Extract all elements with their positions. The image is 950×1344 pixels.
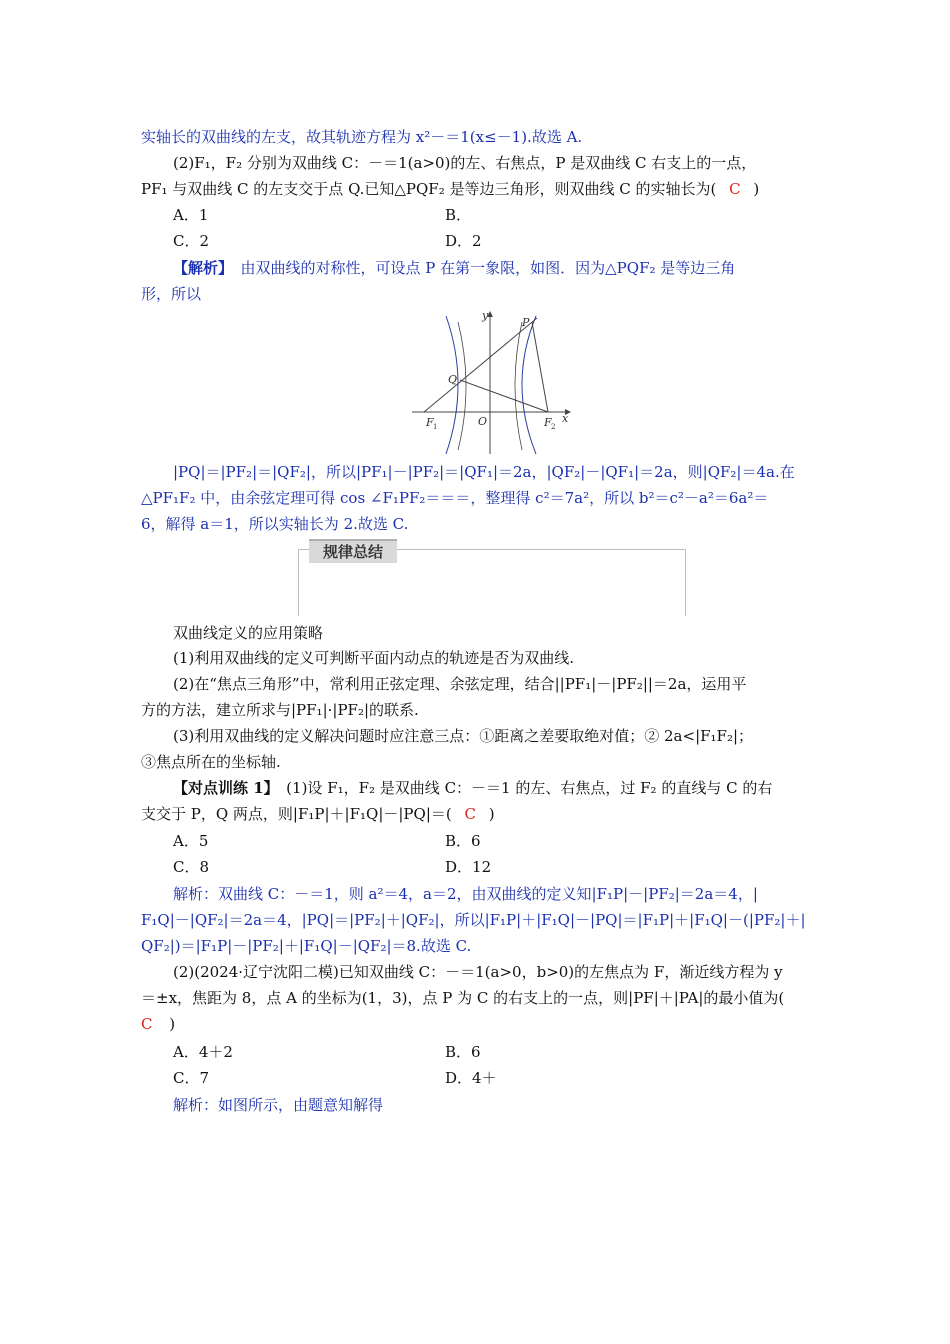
option-d: D．2 [445,232,482,250]
label-f2: F [544,416,552,429]
training-text-2: 支交于 P，Q 两点，则|F₁P|＋|F₁Q|－|PQ|＝( [141,805,452,823]
summary-point-3-cont: ③焦点所在的坐标轴. [141,753,281,771]
option-b: B．6 [445,1043,481,1061]
option-d: D．4＋ [445,1069,497,1087]
option-a: A．1 [173,206,209,224]
explanation-line-3: |PQ|＝|PF₂|＝|QF₂|，所以|PF₁|－|PF₂|＝|QF₁|＝2a，|QF₂|－|QF₁|＝2a，则|QF₂|＝4a.在 [173,463,795,481]
label-x: x [562,412,569,425]
summary-point-2-cont: 方的方法，建立所求与|PF₁|·|PF₂|的联系. [141,701,419,719]
label-q: Q [448,373,458,386]
line-p-f2 [532,322,548,412]
explanation-tag: 【解析】 [173,259,226,277]
hyperbola-right-branch-outer [522,316,536,454]
hyperbola-figure [412,308,576,456]
line-1: 实轴长的双曲线的左支，故其轨迹方程为 x²－＝1(x≤－1).故选 A. [141,128,583,146]
answer-choice: C [464,805,476,823]
question-2-text: PF₁ 与双曲线 C 的左支交于点 Q.已知△PQF₂ 是等边三角形，则双曲线 C 的实轴长为( [141,180,717,198]
line-f1-p [424,318,537,412]
question-2-line-1: (2)F₁，F₂ 分别为双曲线 C：－＝1(a>0)的左、右焦点，P 是双曲线 C 右支上的一点， [173,154,757,172]
summary-heading: 双曲线定义的应用策略 [173,624,324,642]
label-o: O [478,415,488,428]
analysis-last-line: 解析：如图所示，由题意知解得 [173,1096,384,1114]
explanation-line-2: 形，所以 [141,285,202,303]
training-text: (1)设 F₁，F₂ 是双曲线 C：－＝1 的左、右焦点，过 F₂ 的直线与 C 的右 [271,779,773,797]
option-d: D．12 [445,858,492,876]
line-q-f2 [460,380,548,412]
summary-tab [309,539,397,563]
question-2-line-2 [141,179,811,199]
closing-paren: ) [169,1015,176,1033]
option-c: C．2 [173,232,210,250]
training-tag: 【对点训练 1】 [173,779,272,797]
explanation-text: 由双曲线的对称性，可设点 P 在第一象限，如图．因为△PQF₂ 是等边三角 [225,259,736,277]
analysis-line-3: QF₂|)＝|F₁P|－|PF₂|＋|F₁Q|－|QF₂|＝8.故选 C. [141,937,472,955]
label-f1: F [426,416,434,429]
label-p: P [522,316,530,329]
summary-point-3: (3)利用双曲线的定义解决问题时应注意三点：①距离之差要取绝对值；② 2a<|F₁F₂|； [173,727,754,745]
option-a: A．4＋2 [173,1043,233,1061]
option-c: C．8 [173,858,210,876]
label-f1-sub: 1 [433,423,438,431]
option-b: B．6 [445,832,481,850]
summary-title: 规律总结 [322,543,383,561]
answer-choice: C [141,1015,153,1033]
problem-2-line-1: (2)(2024·辽宁沈阳二模)已知双曲线 C：－＝1(a>0，b>0)的左焦点为 F，渐近线方程为 y [173,963,783,981]
analysis-line-1: 解析：双曲线 C：－＝1，则 a²＝4，a＝2，由双曲线的定义知|F₁P|－|PF₂|＝2a＝4，| [173,885,758,903]
option-a: A．5 [173,832,209,850]
training-line-1 [173,778,843,798]
summary-point-1: (1)利用双曲线的定义可判断平面内动点的轨迹是否为双曲线. [173,649,575,667]
option-c: C．7 [173,1069,210,1087]
label-y: y [482,309,489,322]
summary-point-2: (2)在“焦点三角形”中，常利用正弦定理、余弦定理，结合||PF₁|－|PF₂||＝2a，运用平 [173,675,747,693]
training-line-2 [141,804,811,824]
explanation-line-5: 6，解得 a＝1，所以实轴长为 2.故选 C. [141,515,409,533]
closing-paren: ) [753,180,760,198]
explanation-line-1 [173,258,843,278]
problem-2-line-3 [141,1014,811,1034]
problem-2-line-2: ＝±x，焦距为 8，点 A 的坐标为(1，3)，点 P 为 C 的右支上的一点，则|PF|＋|PA|的最小值为( [141,989,785,1007]
answer-choice: C [729,180,741,198]
closing-paren: ) [488,805,495,823]
analysis-line-2: F₁Q|－|QF₂|＝2a＝4，|PQ|＝|PF₂|＋|QF₂|，所以|F₁P|＋|F₁Q|－|PQ|＝|F₁P|＋|F₁Q|－(|PF₂|＋| [141,911,806,929]
option-b: B． [445,206,472,224]
hyperbola-right-branch-inner [515,322,522,450]
label-f2-sub: 2 [551,423,556,431]
explanation-line-4: △PF₁F₂ 中，由余弦定理可得 cos ∠F₁PF₂＝＝＝，整理得 c²＝7a²，所以 b²＝c²－a²＝6a²＝ [141,489,769,507]
hyperbola-left-branch-inner [458,322,466,450]
